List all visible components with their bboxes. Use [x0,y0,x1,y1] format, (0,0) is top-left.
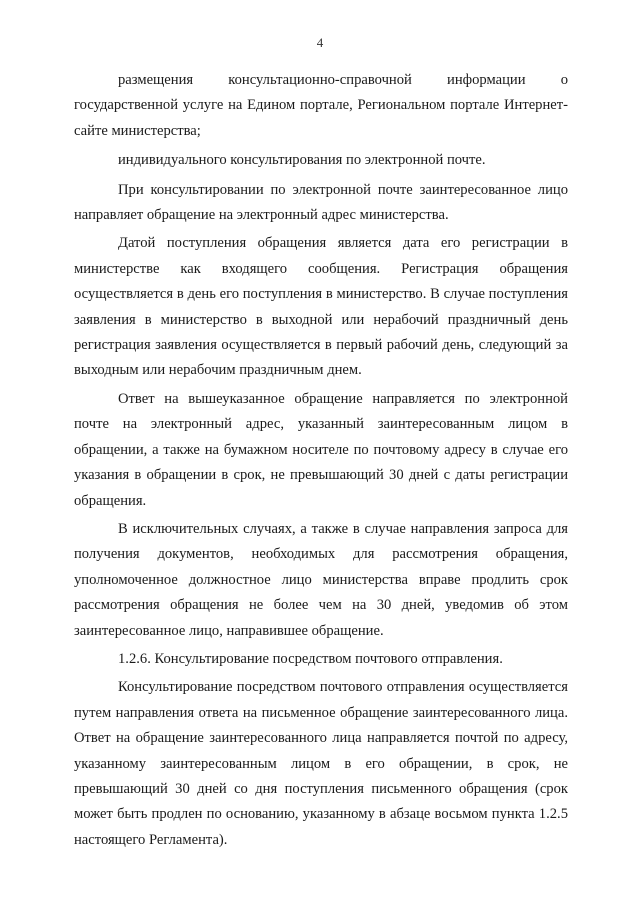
paragraph-info-placement: размещения консультационно-справочной информации о государственной услуге на Едином портале, Региональном портале Интернет-сайте министерства; [74,72,568,139]
section-heading-1-2-6: 1.2.6. Консультирование посредством почтового отправления. [118,650,503,667]
page-number: 4 [316,35,324,50]
paragraph-email-consulting: индивидуального консультирования по электронной почте. [118,152,486,169]
paragraph-postal-consulting: Консультирование посредством почтового отправления осуществляется путем направления ответа на письменное обращение заинтересованного лица. Ответ на обращение заинтересованного лица направляется почтой по адресу, указанному заинтересованным лицом в его обращении, в срок, не превышающий 30 дней со дня поступления письменного обращения (срок может быть продлен по основанию, указанному в абзаце восьмом пункта 1.2.5 настоящего Регламента). [74,679,568,848]
paragraph-response-term: Ответ на вышеуказанное обращение направляется по электронной почте на электронный адрес, указанный заинтересованным лицом в обращении, а также на бумажном носителе по почтовому адресу в случае его указания в обращении в срок, не превышающий 30 дней с даты регистрации обращения. [74,390,568,509]
paragraph-registration-date: Датой поступления обращения является дата его регистрации в министерстве как входящего сообщения. Регистрация обращения осуществляется в день его поступления в министерство. В случае поступления заявления в министерство в выходной или нерабочий праздничный день регистрация заявления осуществляется в первый рабочий день, следующий за выходным или нерабочим праздничным днем. [74,235,568,379]
paragraph-email-procedure: При консультировании по электронной почте заинтересованное лицо направляет обращение на электронный адрес министерства. [74,181,568,224]
document-body [74,68,568,853]
paragraph-term-extension: В исключительных случаях, а также в случае направления запроса для получения документов, необходимых для рассмотрения обращения, уполномоченное должностное лицо министерства вправе продлить срок рассмотрения обращения не более чем на 30 дней, уведомив об этом заинтересованное лицо, направившее обращение. [74,520,568,639]
